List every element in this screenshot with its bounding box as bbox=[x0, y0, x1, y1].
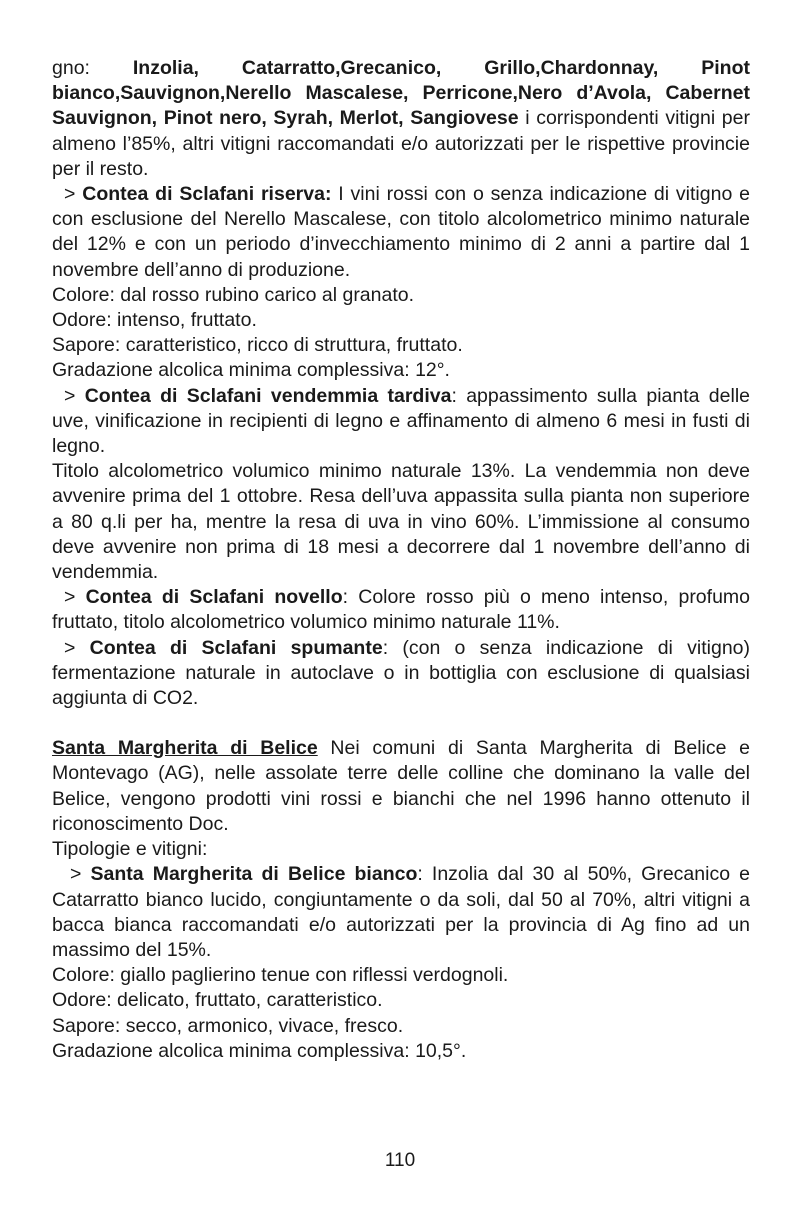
novello-text: : Colore rosso più o meno intenso, profumo fruttato, titolo alcolometrico volumico minimo naturale 11%. bbox=[52, 586, 751, 634]
santa-margherita-intro bbox=[52, 736, 750, 837]
section-title-santa-margherita: Santa Margherita di Belice bbox=[52, 737, 318, 760]
riserva-text: I vini rossi con o senza indicazione di vitigno e con esclusione del Nerello Mascalese, con titolo alcolometrico minimo naturale del 12% e con un periodo d’invecchiamento minimo di 2 anni a partire dal 1 novembre dell’anno di produzione. bbox=[52, 183, 750, 281]
grape-list-lead: gno: bbox=[52, 57, 133, 79]
riserva-sapore: Sapore: caratteristico, ricco di struttura, fruttato. bbox=[52, 334, 463, 357]
tipologie-heading: Tipologie e vitigni: bbox=[52, 838, 208, 861]
page-body bbox=[52, 56, 750, 1064]
riserva-paragraph bbox=[52, 182, 750, 283]
santa-margherita-intro-text: Nei comuni di Santa Margherita di Belice e Montevago (AG), nelle assolate terre delle colline che dominano la valle del Belice, vengono prodotti vini rossi e bianchi che nel 1996 hanno ottenuto il riconoscimento Doc. bbox=[52, 737, 751, 835]
novello-paragraph bbox=[52, 585, 750, 635]
spumante-title: Contea di Sclafani spumante bbox=[89, 636, 383, 659]
page-number: 110 bbox=[384, 1150, 416, 1171]
riserva-title: Contea di Sclafani riserva: bbox=[82, 183, 332, 206]
bianco-odore: Odore: delicato, fruttato, caratteristico. bbox=[52, 989, 383, 1012]
riserva-gradazione: Gradazione alcolica minima complessiva: 12°. bbox=[52, 359, 450, 382]
grape-list-rest: i corrispondenti vitigni per almeno l’85%, altri vitigni raccomandati e/o autorizzati per le rispettive provincie per il resto. bbox=[52, 107, 750, 180]
bianco-paragraph bbox=[52, 862, 750, 963]
bullet-marker: > bbox=[64, 384, 85, 407]
spumante-text: : (con o senza indicazione di vitigno) fermentazione naturale in autoclave o in bottiglia con esclusione di qualsiasi aggiunta di CO2. bbox=[52, 636, 750, 710]
bullet-marker: > bbox=[70, 863, 91, 886]
vendemmia-tardiva-text: : appassimento sulla pianta delle uve, vinificazione in recipienti di legno e affinamento di almeno 6 mesi in fusti di legno. bbox=[52, 384, 750, 458]
bullet-marker: > bbox=[64, 636, 90, 659]
bianco-text: : Inzolia dal 30 al 50%, Grecanico e Catarratto bianco lucido, congiuntamente o da soli, dal 50 al 70%, altri vitigni a bacca bianca raccomandati e/o autorizzati per la provincia di Ag fino ad un massimo del 15%. bbox=[52, 863, 750, 961]
vendemmia-tardiva-title: Contea di Sclafani vendemmia tardiva bbox=[84, 384, 452, 407]
bianco-gradazione: Gradazione alcolica minima complessiva: 10,5°. bbox=[52, 1039, 467, 1062]
bullet-marker: > bbox=[64, 586, 86, 609]
vendemmia-tardiva-details: Titolo alcolometrico volumico minimo naturale 13%. La vendemmia non deve avvenire prima del 1 ottobre. Resa dell’uva appassita sulla pianta non superiore a 80 q.li per ha, mentre la resa di uva in vino 60%. L’immissione al consumo deve avvenire non prima di 18 mesi a decorrere dal 1 novembre dell’anno di vendemmia. bbox=[52, 460, 750, 584]
grape-list-paragraph bbox=[52, 56, 750, 182]
bullet-marker: > bbox=[64, 183, 83, 206]
riserva-colore: Colore: dal rosso rubino carico al granato. bbox=[52, 283, 415, 306]
section-spacer bbox=[52, 711, 750, 736]
vendemmia-tardiva-paragraph bbox=[52, 384, 750, 460]
bianco-title: Santa Margherita di Belice bianco bbox=[90, 863, 418, 886]
spumante-paragraph bbox=[52, 636, 750, 712]
novello-title: Contea di Sclafani novello bbox=[85, 586, 343, 609]
grape-list-bold: Inzolia, Catarratto,Grecanico, Grillo,Chardonnay, Pinot bianco,Sauvignon,Nerello Mascalese, Perricone,Nero d’Avola, Cabernet Sauvignon, Pinot nero, Syrah, Merlot, Sangiovese bbox=[52, 57, 750, 130]
bianco-colore: Colore: giallo paglierino tenue con riflessi verdognoli. bbox=[52, 964, 509, 987]
bianco-sapore: Sapore: secco, armonico, vivace, fresco. bbox=[52, 1014, 404, 1037]
riserva-odore: Odore: intenso, fruttato. bbox=[52, 309, 257, 332]
